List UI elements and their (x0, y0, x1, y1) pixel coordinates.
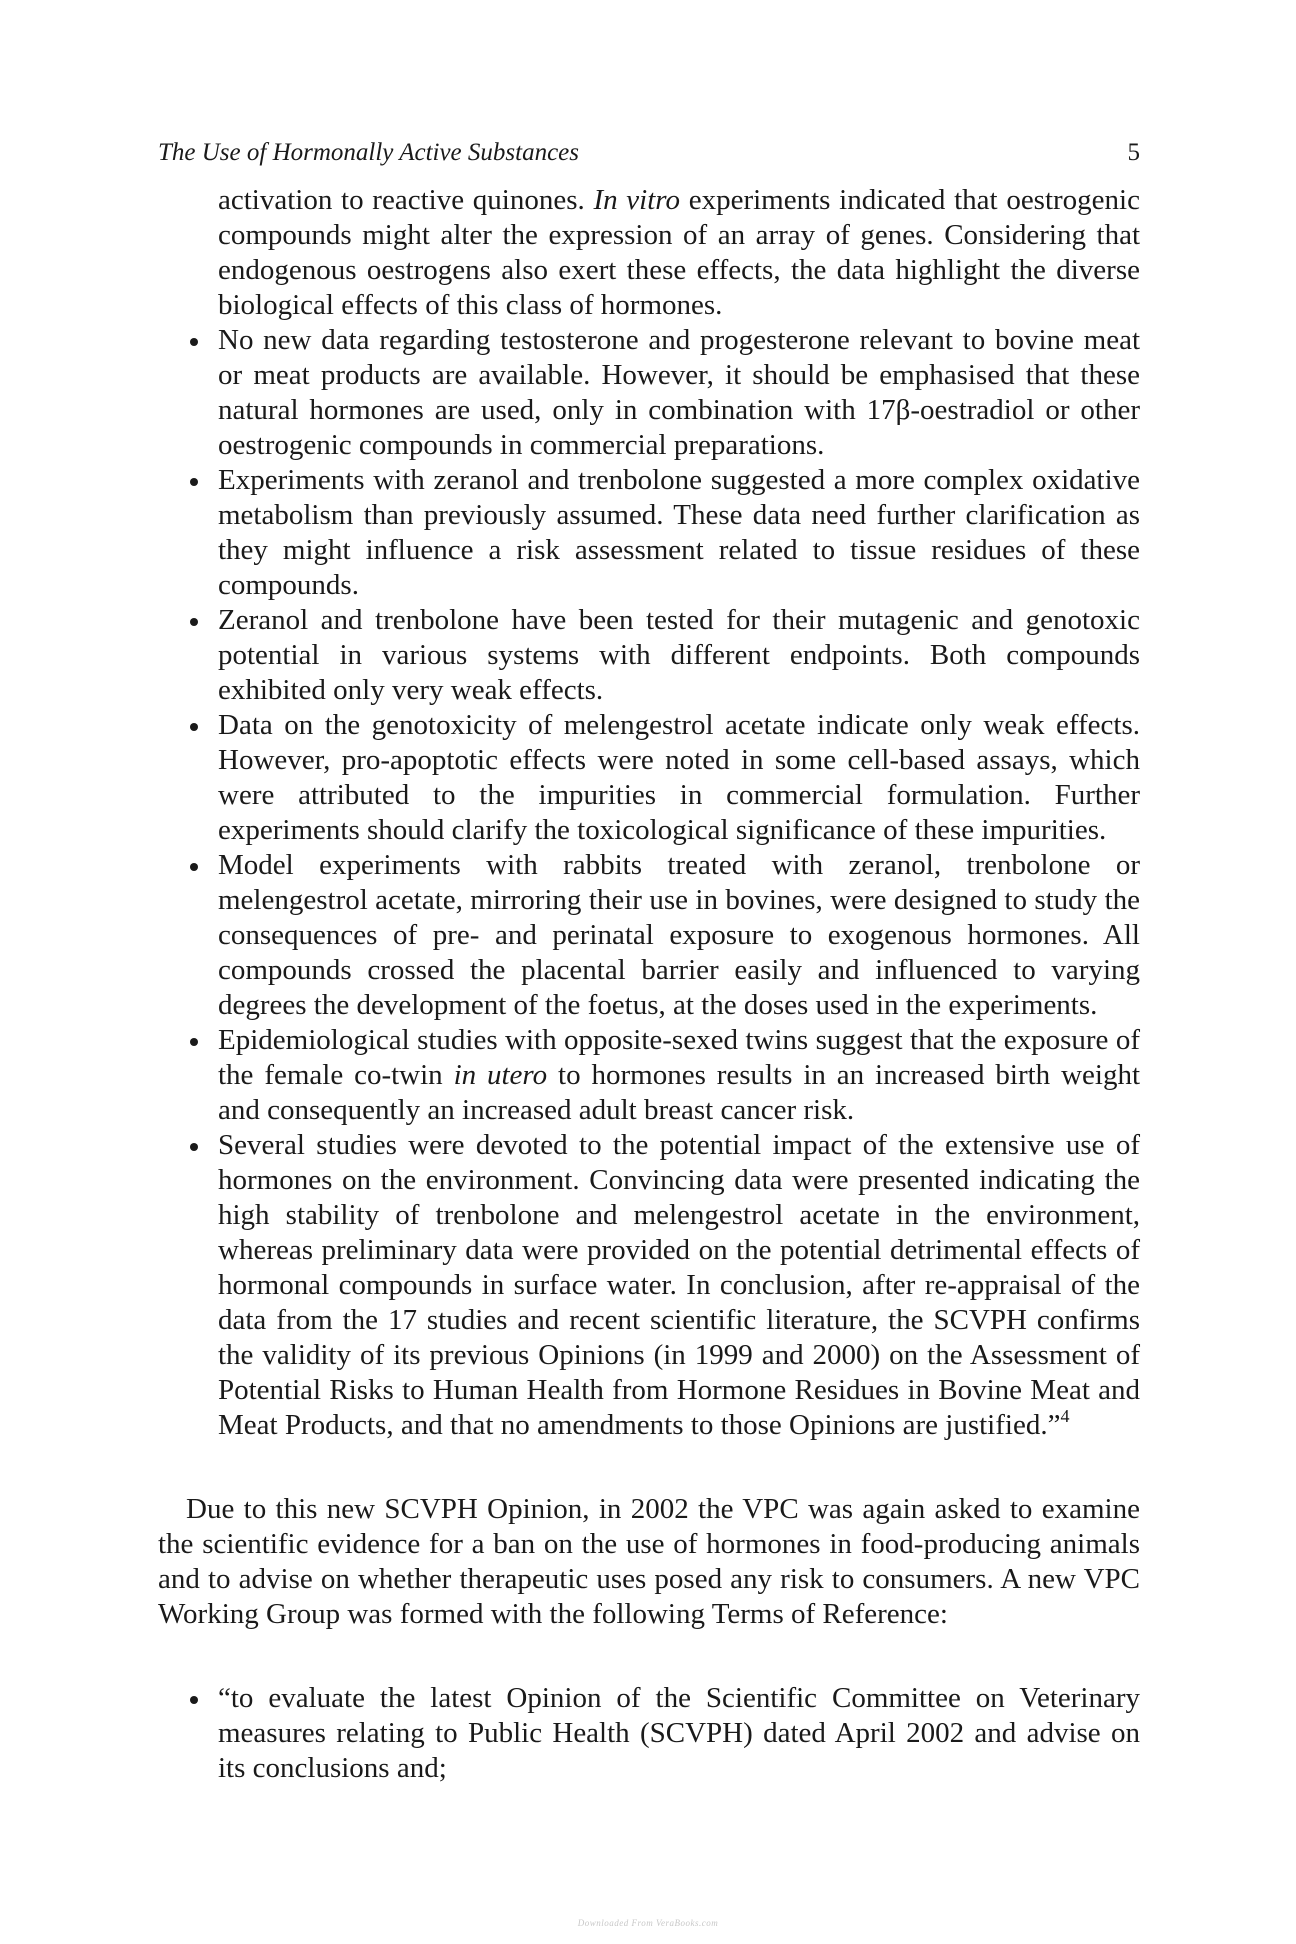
bullet-icon (190, 863, 198, 871)
list-item-text: Model experiments with rabbits treated with zeranol, trenbolone or melengestrol acetate, mirroring their use in bovines, were designed to study the consequences of pre- and perinatal exposure to exogenous hormones. All compounds crossed the placental barrier easily and influenced to varying degrees the development of the foetus, at the doses used in the experiments. (218, 849, 1140, 1021)
bullet-icon (190, 618, 198, 626)
bullet-icon (190, 478, 198, 486)
body-paragraph: Due to this new SCVPH Opinion, in 2002 the VPC was again asked to examine the scientific evidence for a ban on the use of hormones in food-producing animals and to advise on whether therapeutic uses posed any risk to consumers. A new VPC Working Group was formed with the following Terms of Reference: (158, 1493, 1140, 1630)
list-item (158, 603, 1140, 708)
terms-of-reference-list (158, 1681, 1140, 1786)
running-header (158, 136, 1140, 170)
list-item (158, 708, 1140, 848)
list-item (158, 323, 1140, 463)
download-watermark: Downloaded From VeraBooks.com (577, 1918, 719, 1928)
list-item-text: “to evaluate the latest Opinion of the Scientific Committee on Veterinary measures relating to Public Health (SCVPH) dated April 2002 and advise on its conclusions and; (218, 1682, 1140, 1784)
bullet-icon (190, 338, 198, 346)
list-item (158, 1128, 1140, 1443)
findings-list (158, 323, 1140, 1443)
list-item-text: No new data regarding testosterone and progesterone relevant to bovine meat or meat products are available. However, it should be emphasised that these natural hormones are used, only in combination with 17β-oestradiol or other oestrogenic compounds in commercial preparations. (218, 324, 1140, 461)
continued-text-end: experiments indicated that oestrogenic compounds might alter the expression of an array of genes. Considering that endogenous oestrogens also exert these effects, the data highlight the diverse biological effects of this class of hormones. (218, 184, 1140, 321)
list-item-text: Zeranol and trenbolone have been tested for their mutagenic and genotoxic potential in various systems with different endpoints. Both compounds exhibited only very weak effects. (218, 604, 1140, 706)
list-item (158, 1681, 1140, 1786)
running-title: The Use of Hormonally Active Substances (158, 139, 579, 166)
bullet-icon (190, 1696, 198, 1704)
bullet-icon (190, 1143, 198, 1151)
bullet-icon (190, 1038, 198, 1046)
continued-text-italic: In vitro (593, 184, 680, 216)
list-item-text: Experiments with zeranol and trenbolone suggested a more complex oxidative metabolism than previously assumed. These data need further clarification as they might influence a risk assessment related to tissue residues of these compounds. (218, 464, 1140, 601)
footnote-marker: 4 (1060, 1406, 1070, 1426)
continued-text-start: activation to reactive quinones. (218, 184, 594, 216)
page-number: 5 (1127, 139, 1140, 166)
list-item-text-end: to hormones results in an increased birth weight and consequently an increased adult breast cancer risk. (218, 1059, 1140, 1126)
list-item-text-italic: in utero (453, 1059, 548, 1091)
list-item (158, 848, 1140, 1023)
bullet-icon (190, 723, 198, 731)
continued-bullet-text (218, 183, 1140, 323)
list-item-text: Several studies were devoted to the potential impact of the extensive use of hormones on the environment. Convincing data were presented indicating the high stability of trenbolone and melengestrol acetate in the environment, whereas preliminary data were provided on the potential detrimental effects of hormonal compounds in surface water. In conclusion, after re-appraisal of the data from the 17 studies and recent scientific literature, the SCVPH confirms the validity of its previous Opinions (in 1999 and 2000) on the Assessment of Potential Risks to Human Health from Hormone Residues in Bovine Meat and Meat Products, and that no amendments to those Opinions are justified.” (218, 1129, 1140, 1441)
list-item-text: Data on the genotoxicity of melengestrol acetate indicate only weak effects. However, pro-apoptotic effects were noted in some cell-based assays, which were attributed to the impurities in commercial formulation. Further experiments should clarify the toxicological significance of these impurities. (218, 709, 1140, 846)
list-item (158, 1023, 1140, 1128)
body-text (158, 183, 1140, 1786)
list-item-text-start: Epidemiological studies with opposite-sexed twins suggest that the exposure of the female co-twin (218, 1024, 1140, 1091)
list-item (158, 463, 1140, 603)
